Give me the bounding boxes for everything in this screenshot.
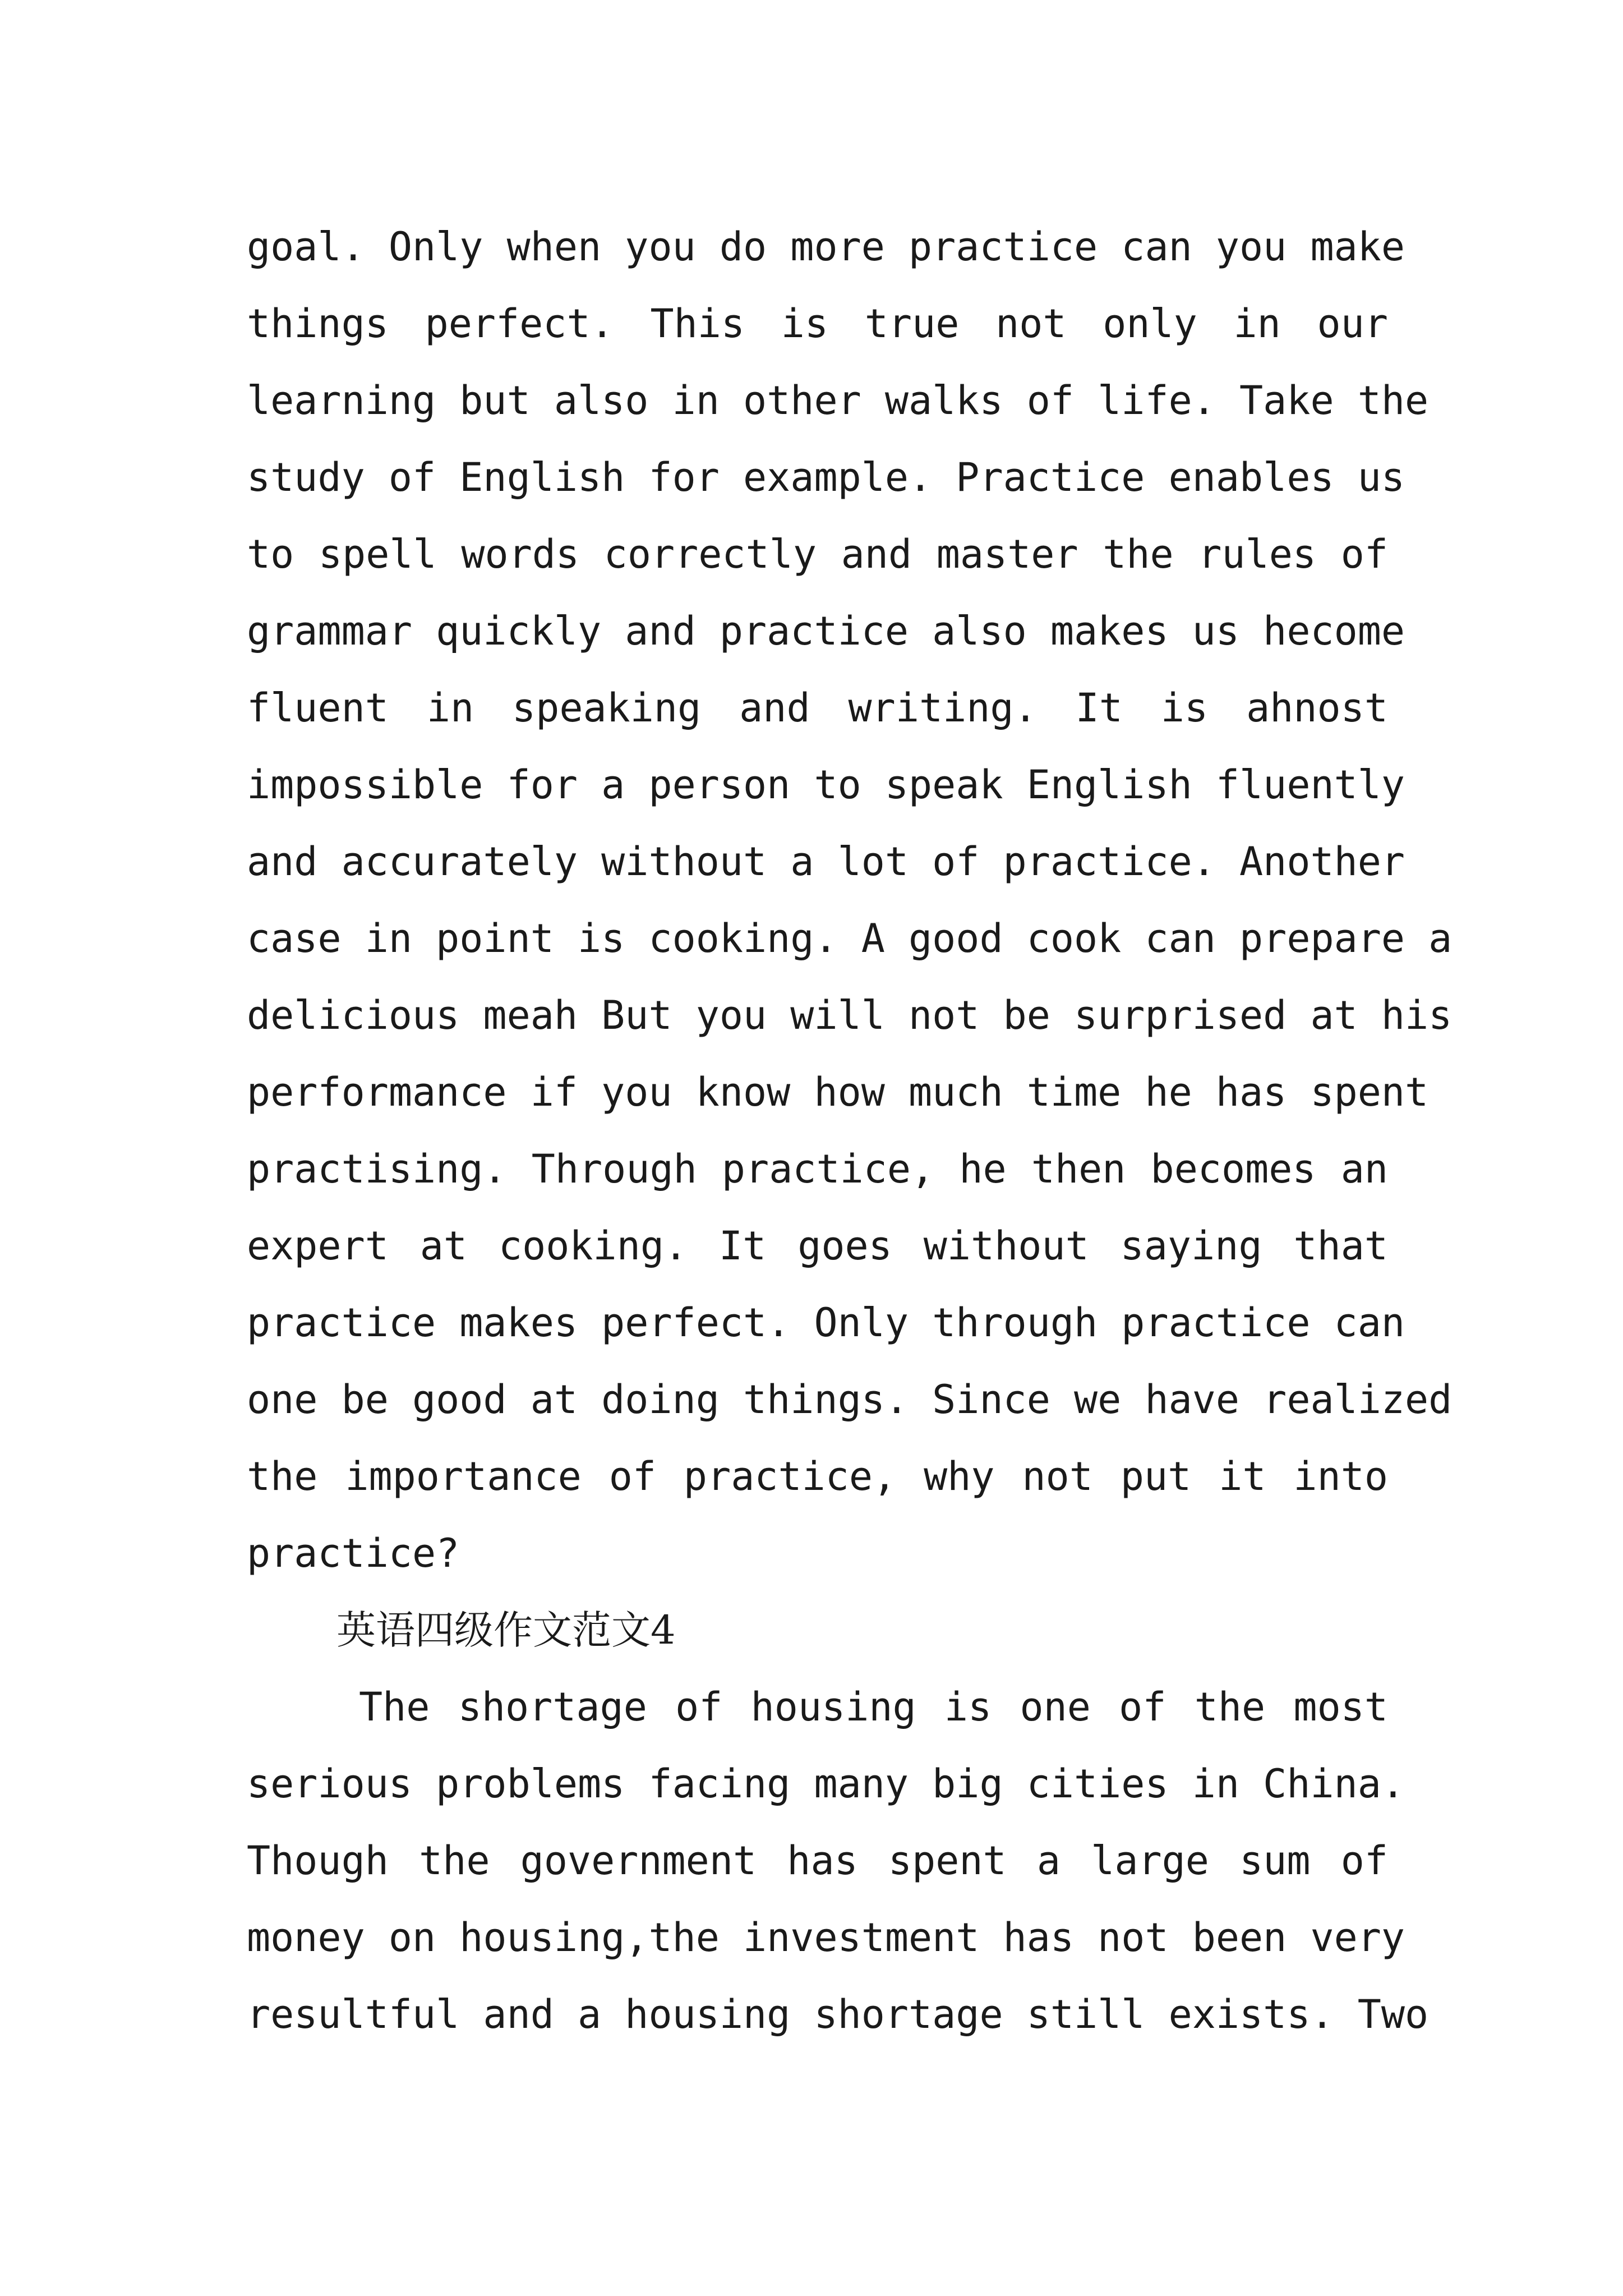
paragraph-1-line-7: fluent in speaking and writing. It is ahnost bbox=[247, 685, 1388, 731]
paragraph-1-line-6: grammar quickly and practice also makes us hecome bbox=[247, 608, 1405, 654]
paragraph-1-line-18: practice? bbox=[247, 1530, 460, 1576]
paragraph-2-line-3: Though the government has spent a large sum of bbox=[247, 1838, 1388, 1884]
paragraph-1-line-15: practice makes perfect. Only through practice can bbox=[247, 1300, 1405, 1346]
paragraph-2-line-4: money on housing,the investment has not been very bbox=[247, 1915, 1405, 1961]
paragraph-1-line-2: things perfect. This is true not only in our bbox=[247, 301, 1388, 347]
paragraph-1-line-4: study of English for example. Practice enables us bbox=[247, 454, 1405, 500]
paragraph-1-line-11: delicious meah But you will not be surprised at his bbox=[247, 992, 1453, 1038]
paragraph-1-line-14: expert at cooking. It goes without saying that bbox=[247, 1223, 1388, 1269]
paragraph-1-line-1: goal. Only when you do more practice can you make bbox=[247, 224, 1405, 270]
paragraph-1-line-10: case in point is cooking. A good cook can prepare a bbox=[247, 915, 1453, 961]
paragraph-2-line-5: resultful and a housing shortage still exists. Two bbox=[247, 1991, 1429, 2037]
paragraph-2-line-1: The shortage of housing is one of the most bbox=[359, 1684, 1388, 1730]
paragraph-1-line-16: one be good at doing things. Since we have realized bbox=[247, 1377, 1453, 1423]
section-heading: 英语四级作文范文4 bbox=[336, 1607, 676, 1653]
paragraph-1-line-12: performance if you know how much time he has spent bbox=[247, 1069, 1429, 1115]
paragraph-1-line-13: practising. Through practice, he then becomes an bbox=[247, 1146, 1388, 1192]
paragraph-1-line-17: the importance of practice, why not put it into bbox=[247, 1453, 1388, 1499]
paragraph-1-line-8: impossible for a person to speak English fluently bbox=[247, 762, 1405, 808]
paragraph-1-line-9: and accurately without a lot of practice. Another bbox=[247, 839, 1405, 885]
paragraph-1-line-5: to spell words correctly and master the rules of bbox=[247, 531, 1388, 577]
paragraph-1-line-3: learning but also in other walks of life. Take the bbox=[247, 378, 1429, 424]
paragraph-2-line-2: serious problems facing many big cities in China. bbox=[247, 1761, 1405, 1807]
